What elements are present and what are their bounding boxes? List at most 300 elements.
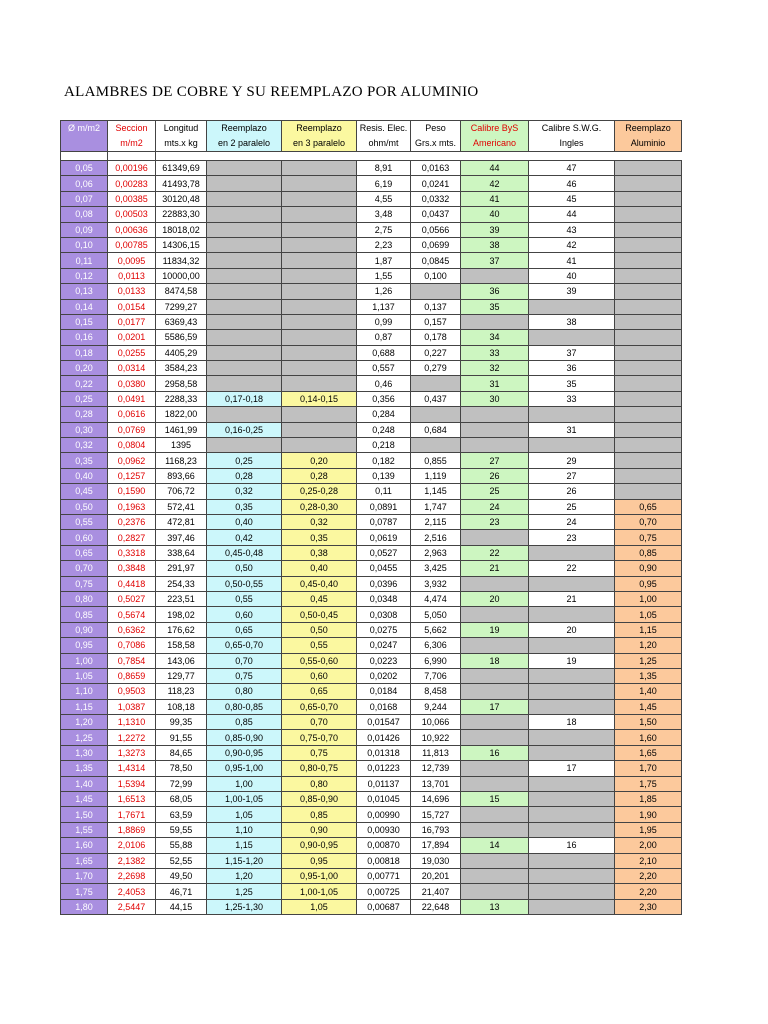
table-cell: 0,50-0,45 (282, 607, 357, 622)
table-cell: 38 (461, 237, 529, 252)
table-row (61, 222, 682, 237)
table-cell: 0,218 (357, 438, 411, 453)
table-cell: 0,01547 (357, 715, 411, 730)
table-cell: 0,95 (282, 853, 357, 868)
table-cell (282, 161, 357, 176)
table-cell: 13,701 (411, 776, 461, 791)
table-cell: 63,59 (156, 807, 207, 822)
table-cell: 1,20 (615, 638, 682, 653)
table-cell: 6369,43 (156, 314, 207, 329)
table-cell: 1,8869 (108, 822, 156, 837)
table-cell: 1,55 (357, 268, 411, 283)
table-body (61, 152, 682, 915)
table-cell: 0,85-0,90 (282, 792, 357, 807)
table-cell (615, 299, 682, 314)
table-cell: 0,50 (282, 622, 357, 637)
table-cell: 0,0314 (108, 361, 156, 376)
table-cell: 5586,59 (156, 330, 207, 345)
spacer-row (61, 152, 682, 161)
table-cell: 1,145 (411, 484, 461, 499)
table-cell: 15,727 (411, 807, 461, 822)
table-cell: 2,4053 (108, 884, 156, 899)
table-cell: 0,35 (282, 530, 357, 545)
table-cell: 1,70 (615, 761, 682, 776)
table-cell: 0,75 (61, 576, 108, 591)
table-cell: 5,662 (411, 622, 461, 637)
table-row (61, 268, 682, 283)
table-cell (282, 176, 357, 191)
table-row (61, 453, 682, 468)
table-cell: 0,85 (207, 715, 282, 730)
table-cell (461, 868, 529, 883)
table-cell (411, 284, 461, 299)
table-cell: 472,81 (156, 514, 207, 529)
table-cell: 4,474 (411, 591, 461, 606)
table-cell: 0,65-0,70 (207, 638, 282, 653)
table-row (61, 576, 682, 591)
table-cell: 1,15 (615, 622, 682, 637)
table-cell (615, 391, 682, 406)
table-cell: 1,119 (411, 468, 461, 483)
table-cell: 0,55-0,60 (282, 653, 357, 668)
table-cell (207, 191, 282, 206)
table-cell (615, 253, 682, 268)
table-cell: 1,90 (615, 807, 682, 822)
table-row (61, 545, 682, 560)
table-cell: 25 (461, 484, 529, 499)
table-cell (207, 284, 282, 299)
table-cell (529, 576, 615, 591)
table-cell (529, 853, 615, 868)
table-cell: 0,15 (61, 314, 108, 329)
header-cell: Americano (461, 136, 529, 152)
table-cell: 0,60 (61, 530, 108, 545)
header-cell: Aluminio (615, 136, 682, 152)
table-cell: 38 (529, 314, 615, 329)
table-cell: 1,65 (615, 745, 682, 760)
table-cell: 23 (461, 514, 529, 529)
table-cell: 19 (461, 622, 529, 637)
table-cell (207, 314, 282, 329)
table-cell: 0,5027 (108, 591, 156, 606)
header-cell: Resis. Elec. (357, 121, 411, 137)
table-cell: 0,08 (61, 207, 108, 222)
table-cell: 39 (461, 222, 529, 237)
table-cell: 26 (461, 468, 529, 483)
table-cell: 0,28 (61, 407, 108, 422)
table-cell: 0,75 (615, 530, 682, 545)
table-cell: 0,45 (61, 484, 108, 499)
table-cell: 2288,33 (156, 391, 207, 406)
table-cell: 11834,32 (156, 253, 207, 268)
table-cell: 12,739 (411, 761, 461, 776)
table-cell: 0,0223 (357, 653, 411, 668)
table-cell: 0,12 (61, 268, 108, 283)
table-cell: 0,0308 (357, 607, 411, 622)
table-row (61, 314, 682, 329)
table-cell (615, 468, 682, 483)
table-cell (282, 253, 357, 268)
table-cell: 41 (461, 191, 529, 206)
table-cell: 0,32 (207, 484, 282, 499)
table-cell: 158,58 (156, 638, 207, 653)
table-cell: 1,00 (207, 776, 282, 791)
table-row (61, 468, 682, 483)
table-cell: 37 (529, 345, 615, 360)
table-cell (461, 638, 529, 653)
table-cell: 24 (529, 514, 615, 529)
table-cell: 6,306 (411, 638, 461, 653)
table-cell: 0,28-0,30 (282, 499, 357, 514)
table-cell (529, 699, 615, 714)
table-cell: 0,80-0,75 (282, 761, 357, 776)
table-cell: 1,95 (615, 822, 682, 837)
table-cell: 0,0154 (108, 299, 156, 314)
table-cell: 4405,29 (156, 345, 207, 360)
table-cell (529, 899, 615, 914)
table-cell (207, 361, 282, 376)
table-cell (461, 761, 529, 776)
table-cell: 2,115 (411, 514, 461, 529)
table-cell: 0,00725 (357, 884, 411, 899)
table-cell (282, 330, 357, 345)
header-cell: Reemplazo (207, 121, 282, 137)
table-cell: 7299,27 (156, 299, 207, 314)
table-cell: 2,20 (615, 884, 682, 899)
table-cell: 0,28 (207, 468, 282, 483)
table-cell: 14 (461, 838, 529, 853)
table-cell: 0,01426 (357, 730, 411, 745)
table-cell: 0,95 (61, 638, 108, 653)
header-cell: Ingles (529, 136, 615, 152)
table-cell: 1,80 (61, 899, 108, 914)
table-cell: 1,35 (615, 668, 682, 683)
table-row (61, 237, 682, 252)
table-cell: 0,6362 (108, 622, 156, 637)
table-cell: 27 (529, 468, 615, 483)
spacer-cell (461, 152, 529, 161)
table-row (61, 176, 682, 191)
table-row (61, 191, 682, 206)
table-cell (282, 191, 357, 206)
table-cell (207, 176, 282, 191)
table-cell: 0,80-0,85 (207, 699, 282, 714)
table-cell: 0,182 (357, 453, 411, 468)
table-header (61, 121, 682, 152)
table-cell: 46,71 (156, 884, 207, 899)
table-cell: 2958,58 (156, 376, 207, 391)
table-cell: 1,4314 (108, 761, 156, 776)
table-cell: 0,90 (282, 822, 357, 837)
table-cell (529, 438, 615, 453)
table-cell: 1,50 (615, 715, 682, 730)
table-cell: 0,95-1,00 (282, 868, 357, 883)
table-cell (207, 268, 282, 283)
table-cell: 2,23 (357, 237, 411, 252)
table-cell: 0,557 (357, 361, 411, 376)
table-row (61, 484, 682, 499)
table-cell (529, 730, 615, 745)
table-cell (615, 422, 682, 437)
table-cell (207, 253, 282, 268)
table-cell (529, 745, 615, 760)
table-cell (461, 268, 529, 283)
table-cell: 18 (529, 715, 615, 730)
table-cell: 2,10 (615, 853, 682, 868)
table-cell: 0,0804 (108, 438, 156, 453)
table-cell: 0,855 (411, 453, 461, 468)
spacer-cell (207, 152, 282, 161)
table-cell: 0,20 (282, 453, 357, 468)
table-cell: 223,51 (156, 591, 207, 606)
table-cell: 0,00771 (357, 868, 411, 883)
table-cell: 0,25-0,28 (282, 484, 357, 499)
table-cell: 0,0348 (357, 591, 411, 606)
table-cell: 0,178 (411, 330, 461, 345)
table-cell: 1,25 (207, 884, 282, 899)
table-cell: 0,32 (282, 514, 357, 529)
table-row (61, 653, 682, 668)
table-cell: 1,26 (357, 284, 411, 299)
table-cell: 42 (529, 237, 615, 252)
table-cell: 0,01318 (357, 745, 411, 760)
table-cell: 572,41 (156, 499, 207, 514)
table-cell: 20 (461, 591, 529, 606)
table-cell: 8,458 (411, 684, 461, 699)
table-cell: 0,0491 (108, 391, 156, 406)
table-cell: 1,05 (61, 668, 108, 683)
table-cell: 16 (461, 745, 529, 760)
table-cell: 40 (529, 268, 615, 283)
table-cell: 1,60 (615, 730, 682, 745)
table-cell: 1,25 (61, 730, 108, 745)
table-cell: 0,3848 (108, 561, 156, 576)
table-row (61, 514, 682, 529)
table-cell: 0,0241 (411, 176, 461, 191)
table-cell: 893,66 (156, 468, 207, 483)
table-cell: 0,13 (61, 284, 108, 299)
table-cell: 0,85-0,90 (207, 730, 282, 745)
table-cell: 35 (529, 376, 615, 391)
table-cell: 118,23 (156, 684, 207, 699)
table-cell: 2,30 (615, 899, 682, 914)
table-cell: 0,00930 (357, 822, 411, 837)
table-cell: 16,793 (411, 822, 461, 837)
table-cell: 0,0201 (108, 330, 156, 345)
table-cell: 1,7671 (108, 807, 156, 822)
table-cell: 0,0787 (357, 514, 411, 529)
table-cell: 0,55 (61, 514, 108, 529)
spacer-cell (108, 152, 156, 161)
table-cell: 30 (461, 391, 529, 406)
table-cell: 55,88 (156, 838, 207, 853)
table-cell: 397,46 (156, 530, 207, 545)
table-cell: 0,0177 (108, 314, 156, 329)
table-cell: 0,90 (61, 622, 108, 637)
table-cell: 37 (461, 253, 529, 268)
table-cell (615, 376, 682, 391)
table-row (61, 391, 682, 406)
table-cell (461, 438, 529, 453)
table-cell: 2,00 (615, 838, 682, 853)
table-cell: 1,00 (615, 591, 682, 606)
table-cell: 7,706 (411, 668, 461, 683)
table-cell (529, 822, 615, 837)
table-row (61, 884, 682, 899)
table-cell: 198,02 (156, 607, 207, 622)
table-cell (615, 161, 682, 176)
table-cell: 15 (461, 792, 529, 807)
table-cell (207, 438, 282, 453)
table-cell: 0,0891 (357, 499, 411, 514)
table-cell: 0,50 (61, 499, 108, 514)
table-cell: 0,9503 (108, 684, 156, 699)
table-cell: 0,55 (282, 638, 357, 653)
table-cell: 1,65 (61, 853, 108, 868)
table-row (61, 422, 682, 437)
table-cell (461, 853, 529, 868)
table-cell: 0,20 (61, 361, 108, 376)
table-cell: 1,20 (61, 715, 108, 730)
table-cell: 0,65 (207, 622, 282, 637)
table-cell: 0,684 (411, 422, 461, 437)
table-cell: 0,437 (411, 391, 461, 406)
table-cell: 3,425 (411, 561, 461, 576)
table-cell: 84,65 (156, 745, 207, 760)
table-cell (461, 776, 529, 791)
table-row (61, 607, 682, 622)
table-cell: 1,2272 (108, 730, 156, 745)
table-cell: 0,00785 (108, 237, 156, 252)
table-cell: 0,90-0,95 (207, 745, 282, 760)
table-cell (282, 207, 357, 222)
table-cell: 0,40 (282, 561, 357, 576)
table-cell: 0,11 (61, 253, 108, 268)
table-cell (207, 407, 282, 422)
table-cell (529, 545, 615, 560)
table-cell: 0,95-1,00 (207, 761, 282, 776)
table-cell (207, 207, 282, 222)
table-cell: 1395 (156, 438, 207, 453)
table-cell (282, 407, 357, 422)
table-row (61, 638, 682, 653)
table-cell: 1,70 (61, 868, 108, 883)
table-cell: 17,894 (411, 838, 461, 853)
table-row (61, 438, 682, 453)
table-cell (282, 438, 357, 453)
table-cell: 49,50 (156, 868, 207, 883)
table-cell: 0,7854 (108, 653, 156, 668)
table-cell: 23 (529, 530, 615, 545)
table-cell (461, 314, 529, 329)
table-cell: 0,16-0,25 (207, 422, 282, 437)
table-cell: 0,60 (282, 668, 357, 683)
table-cell: 0,2827 (108, 530, 156, 545)
header-cell: mts.x kg (156, 136, 207, 152)
table-cell: 46 (529, 176, 615, 191)
table-row (61, 699, 682, 714)
table-cell: 129,77 (156, 668, 207, 683)
table-cell: 0,32 (61, 438, 108, 453)
table-cell: 0,157 (411, 314, 461, 329)
table-cell: 1822,00 (156, 407, 207, 422)
table-cell: 0,50-0,55 (207, 576, 282, 591)
table-row (61, 899, 682, 914)
table-cell: 33 (529, 391, 615, 406)
table-cell: 0,45-0,40 (282, 576, 357, 591)
table-cell: 20,201 (411, 868, 461, 883)
table-cell: 0,0527 (357, 545, 411, 560)
table-cell: 0,09 (61, 222, 108, 237)
table-cell: 2,0106 (108, 838, 156, 853)
header-row (61, 136, 682, 152)
table-cell: 33 (461, 345, 529, 360)
table-cell: 254,33 (156, 576, 207, 591)
table-cell: 0,70 (615, 514, 682, 529)
table-cell: 17 (529, 761, 615, 776)
table-cell: 0,75 (282, 745, 357, 760)
table-row (61, 868, 682, 883)
table-cell: 0,00503 (108, 207, 156, 222)
table-cell (282, 284, 357, 299)
table-cell (461, 822, 529, 837)
table-cell (615, 453, 682, 468)
table-cell: 1,75 (61, 884, 108, 899)
table-cell (529, 807, 615, 822)
table-cell: 0,0699 (411, 237, 461, 252)
table-cell: 8,91 (357, 161, 411, 176)
table-cell: 45 (529, 191, 615, 206)
header-cell: Calibre S.W.G. (529, 121, 615, 137)
table-cell: 2,20 (615, 868, 682, 883)
table-row (61, 330, 682, 345)
table-cell: 16 (529, 838, 615, 853)
table-cell: 0,90 (615, 561, 682, 576)
table-cell: 0,4418 (108, 576, 156, 591)
table-cell: 1,87 (357, 253, 411, 268)
table-row (61, 499, 682, 514)
table-cell: 291,97 (156, 561, 207, 576)
table-cell: 18018,02 (156, 222, 207, 237)
table-cell: 25 (529, 499, 615, 514)
table-cell: 42 (461, 176, 529, 191)
table-cell (282, 345, 357, 360)
table-cell: 0,07 (61, 191, 108, 206)
table-cell: 0,14 (61, 299, 108, 314)
header-cell: Peso (411, 121, 461, 137)
table-cell (615, 268, 682, 283)
table-cell: 3,932 (411, 576, 461, 591)
table-cell: 0,10 (61, 237, 108, 252)
table-row (61, 345, 682, 360)
table-cell: 22 (529, 561, 615, 576)
table-cell (529, 638, 615, 653)
table-cell: 29 (529, 453, 615, 468)
table-cell: 0,01137 (357, 776, 411, 791)
table-cell (282, 361, 357, 376)
table-cell: 0,00196 (108, 161, 156, 176)
table-cell: 36 (529, 361, 615, 376)
header-cell (61, 136, 108, 152)
table-cell: 0,00870 (357, 838, 411, 853)
table-cell (207, 376, 282, 391)
table-cell: 0,30 (61, 422, 108, 437)
table-cell: 31 (461, 376, 529, 391)
table-cell (282, 422, 357, 437)
table-cell: 338,64 (156, 545, 207, 560)
table-cell: 1461,99 (156, 422, 207, 437)
table-cell: 1,6513 (108, 792, 156, 807)
